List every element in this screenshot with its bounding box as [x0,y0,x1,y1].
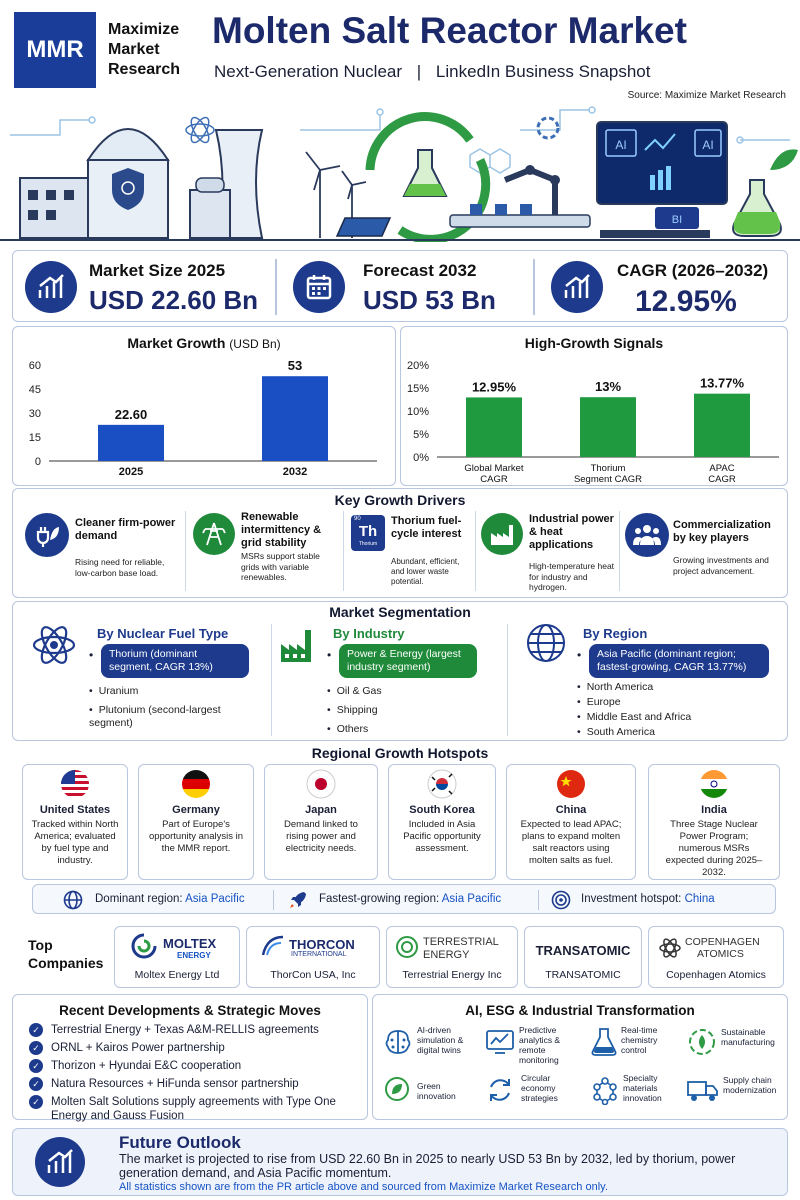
hotspot-summary [32,884,776,914]
hotspot-desc: Expected to lead APAC; plans to expand molten salt reactors using molten salts as fuel. [520,819,622,866]
ai-esg-item [591,1073,683,1117]
development-item [29,1059,361,1073]
x-tick-label: CAGR [480,474,508,485]
ai-esg-label: Sustainable manufacturing [721,1027,775,1047]
check-icon: ✓ [29,1059,43,1073]
development-text: Thorizon + Hyundai E&C cooperation [51,1060,242,1072]
y-tick-label: 60 [28,360,41,372]
page-subtitle [214,62,650,82]
segment-item: • Middle East and Africa [577,711,691,724]
bar-value-label: 53 [287,358,303,374]
kpi-forecast [281,251,539,323]
developments-title: Recent Developments & Strategic Moves [59,1003,321,1018]
driver-title: Thorium fuel-cycle interest [391,515,462,540]
screen-label-bi: BI [671,214,683,226]
company-card [524,926,642,988]
companies-title [28,936,103,972]
companies-title-line: Top [28,937,53,953]
summary-label: Fastest-growing region: [319,893,440,905]
ai-esg-item [591,1023,683,1067]
company-logo-text: COPENHAGEN [685,936,760,948]
ai-esg-label: Predictive analytics & remote monitoring [519,1025,561,1065]
company-logo-text: TRANSATOMIC [535,943,631,958]
divider [271,624,272,736]
people-icon [625,513,669,557]
flask-icon [591,1027,617,1057]
company-logo-sub: INTERNATIONAL [291,951,347,958]
company-name: Copenhagen Atomics [666,969,766,981]
driver-desc: High-temperature heat for industry and hydrogen. [529,561,615,593]
kpi-label: Forecast 2032 [363,261,477,280]
check-icon: ✓ [29,1023,43,1037]
ai-esg-title: AI, ESG & Industrial Transformation [465,1003,695,1018]
kpi-value: 12.95% [635,285,737,318]
subtitle-sep: | [416,62,422,81]
segment-item: • Others [327,723,368,736]
monitor-chart-icon [485,1027,515,1057]
subtitle-left: Next-Generation Nuclear [214,62,403,81]
hotspot-country: United States [39,804,111,816]
developments-panel [12,994,368,1120]
drivers-title: Key Growth Drivers [334,492,466,508]
globe-icon [63,890,83,910]
outlook-title: Future Outlook [119,1133,241,1152]
company-logo-text: MOLTEX [163,936,217,951]
y-tick-label: 5% [413,429,429,441]
element-number: 90 [354,516,361,522]
ai-esg-item [383,1023,483,1067]
ai-esg-panel [372,994,788,1120]
development-text: Molten Salt Solutions supply agreements with Type One Energy and Gauss Fusion [51,1096,336,1122]
rocket-icon [288,890,308,910]
logo-line: Maximize [108,21,180,38]
segment-group-title: By Region [583,626,648,641]
ai-esg-label: Circular economy strategies [521,1073,558,1103]
summary-value: Asia Pacific [185,893,245,905]
hotspot-country: China [555,804,587,816]
solar-panel-icon [337,218,390,236]
divider [533,259,535,315]
ai-esg-label: Real-time chemistry control [621,1025,658,1055]
ai-esg-item [687,1023,787,1067]
logo-mark: MMR [26,36,84,63]
hotspot-card [22,764,128,880]
logo-line: Research [108,61,181,78]
market-growth-panel [12,326,396,486]
moltex-logo-icon [131,933,157,959]
segment-item: • Europe [577,696,621,709]
header-illustration [0,100,800,242]
hotspot-card [138,764,254,880]
driver-desc: Growing investments and project advancement. [673,555,769,576]
kpi-strip [12,250,788,322]
summary-item [319,893,501,905]
china-flag-icon [556,769,586,799]
circular-arrows-icon [485,1075,515,1105]
bullet: • [327,648,332,662]
segmentation-title: Market Segmentation [329,604,471,620]
chart-title [13,335,395,351]
companies-title-line: Companies [28,955,104,971]
summary-value: China [684,893,715,905]
company-logo-sub: ATOMICS [697,948,744,960]
germany-flag-icon [181,769,211,799]
driver-item [189,511,339,595]
hotspot-card [506,764,636,880]
development-text: ORNL + Kairos Power partnership [51,1042,225,1054]
ai-esg-item [383,1073,483,1117]
segment-item: • Plutonium (second-largest segment) [89,704,253,730]
bar [98,425,164,461]
development-item [29,1041,361,1055]
leaf-icon [385,1077,409,1101]
power-tower-icon [193,513,235,555]
hotspot-country: India [701,804,727,816]
bar-value-label: 12.95% [471,379,517,395]
chart-title: High-Growth Signals [524,335,664,351]
thorium-element-icon [351,515,385,551]
kpi-cagr [539,251,789,323]
india-flag-icon [699,769,729,799]
ai-esg-item [687,1073,787,1117]
subtitle-right: LinkedIn Business Snapshot [435,62,651,81]
x-tick-label: APAC [709,463,735,474]
summary-item [581,893,715,905]
kpi-label: Market Size 2025 [89,261,226,280]
company-card [114,926,240,988]
thorcon-logo-icon [261,935,285,957]
bar-value-label: 13% [594,379,622,395]
divider [185,511,186,591]
development-item [29,1095,361,1123]
segment-item: • Oil & Gas [327,685,382,698]
recycle-gear-icon [687,1027,717,1057]
chart-title-unit: (USD Bn) [229,337,281,351]
chart-up-icon [25,261,77,313]
segment-highlight: Asia Pacific (dominant region; fastest-growing, CAGR 13.77%) [589,644,769,678]
y-tick-label: 10% [406,406,429,418]
bar [262,376,328,461]
divider [273,890,274,910]
summary-label: Dominant region: [95,893,183,905]
molecule-icon [591,1075,619,1105]
divider [538,890,539,910]
hotspot-desc: Demand linked to rising power and electricity needs. [284,819,358,854]
x-tick-label: 2025 [118,466,144,478]
gear-icon [538,118,558,138]
company-card [648,926,784,988]
high-growth-chart [401,353,789,485]
drivers-panel [12,488,788,598]
segment-item: • South America [577,726,655,739]
driver-item [21,511,181,595]
ai-esg-label: Specialty materials innovation [623,1073,662,1103]
logo-line: Market [108,41,160,58]
development-item [29,1023,361,1037]
divider [507,624,508,736]
company-logo-text: TERRESTRIAL [423,936,499,948]
check-icon: ✓ [29,1095,43,1109]
development-text: Natura Resources + HiFunda sensor partnership [51,1078,299,1090]
outlook-note: All statistics shown are from the PR article above and sourced from Maximize Market Research only. [119,1181,608,1193]
driver-item [621,511,787,595]
header [0,0,800,245]
bar [580,397,636,457]
y-tick-label: 30 [28,408,41,420]
bar [466,397,522,457]
hotspot-country: South Korea [409,804,475,816]
screen-label-ai: AI [702,138,714,152]
hotspot-desc: Three Stage Nuclear Power Program; numerous MSRs expected during 2025–2032. [665,819,763,878]
segment-group-title: By Nuclear Fuel Type [97,626,229,641]
y-tick-label: 20% [406,360,429,372]
driver-item [479,511,617,595]
market-growth-chart [13,353,397,485]
globe-icon [525,622,567,664]
us-flag-icon [60,769,90,799]
driver-desc: MSRs support stable grids with variable renewables. [241,551,320,583]
company-logo-text: THORCON [289,937,355,952]
driver-title: Commercialization by key players [673,519,771,544]
truck-icon [687,1079,719,1103]
development-item [29,1077,361,1091]
brain-icon [383,1027,413,1057]
chart-up-icon [551,261,603,313]
check-icon: ✓ [29,1077,43,1091]
copenhagen-logo-icon [659,937,681,959]
mmr-logo [14,12,96,88]
y-tick-label: 15% [406,383,429,395]
japan-flag-icon [306,769,336,799]
developments-list [29,1023,361,1123]
segment-group-fuel [21,622,269,740]
chart-up-icon [35,1137,85,1187]
bar-value-label: 13.77% [699,375,745,391]
x-tick-label: Segment CAGR [573,474,643,485]
korea-flag-icon [427,769,457,799]
bullet: • [89,648,94,662]
ai-esg-item [485,1023,585,1067]
segment-item: • Uranium [89,685,138,698]
driver-desc: Rising need for reliable, low-carbon base load. [75,557,165,578]
x-tick-label: Thorium [590,463,626,474]
x-tick-label: 2032 [282,466,308,478]
target-icon [551,890,571,910]
hotspot-desc: Tracked within North America; evaluated by fuel type and industry. [31,819,119,866]
divider [619,511,620,591]
calendar-icon [293,261,345,313]
terrestrial-logo-icon [395,935,419,959]
driver-title: Industrial power & heat applications [529,513,614,551]
hotspot-country: Japan [305,804,337,816]
bar-value-label: 22.60 [114,406,148,422]
company-name: TRANSATOMIC [545,969,621,981]
bar [694,394,750,457]
segment-item: • Shipping [327,704,378,717]
hotspot-country: Germany [172,804,220,816]
driver-title: Renewable intermittency & grid stability [241,511,322,549]
company-logo-sub: ENERGY [177,951,211,960]
segment-group-industry [275,622,505,740]
company-name: ThorCon USA, Inc [270,969,356,981]
summary-value: Asia Pacific [441,893,502,905]
outlook-panel [12,1128,788,1196]
element-symbol: Th [358,523,378,540]
segment-item: • North America [577,681,653,694]
company-name: Terrestrial Energy Inc [402,969,502,981]
atom-decor-icon [186,115,214,145]
factory-icon [481,513,523,555]
x-tick-label: Global Market [464,463,524,474]
atom-icon [31,622,77,668]
hotspots-title: Regional Growth Hotspots [311,745,489,761]
hotspot-desc: Included in Asia Pacific opportunity assessment. [403,819,481,854]
segment-group-title: By Industry [333,626,405,641]
check-icon: ✓ [29,1041,43,1055]
driver-item [347,511,473,595]
logo-text [108,20,180,80]
summary-label: Investment hotspot: [581,893,682,905]
y-tick-label: 0 [34,456,41,468]
segment-group-region [511,622,787,740]
element-name: Thorium [358,541,378,547]
ai-esg-label: Supply chain modernization [723,1075,777,1095]
company-card [246,926,380,988]
kpi-value: USD 53 Bn [363,285,496,315]
summary-item [95,893,245,905]
driver-title: Cleaner firm-power demand [75,517,176,542]
hotspot-card [264,764,378,880]
segment-highlight: Thorium (dominant segment, CAGR 13%) [101,644,249,678]
plug-leaf-icon [25,513,69,557]
ai-esg-label: AI-driven simulation & digital twins [417,1025,464,1055]
segmentation-panel [12,601,788,741]
segment-highlight: Power & Energy (largest industry segment) [339,644,477,678]
development-text: Terrestrial Energy + Texas A&M-RELLIS agreements [51,1024,319,1036]
hotspot-desc: Part of Europe's opportunity analysis in the MMR report. [149,819,243,854]
high-growth-panel [400,326,788,486]
source-note: Source: Maximize Market Research [627,90,786,101]
kpi-market-size [13,251,275,323]
x-tick-label: CAGR [708,474,736,485]
divider [475,511,476,591]
factory-icon [279,628,319,664]
divider [275,259,277,315]
driver-desc: Abundant, efficient, and lower waste potential. [391,557,460,586]
screen-label-ai: AI [615,138,627,152]
divider [343,511,344,591]
ai-esg-item [485,1073,585,1117]
company-logo-sub: ENERGY [423,949,470,961]
company-card [386,926,518,988]
page-title: Molten Salt Reactor Market [212,10,687,51]
chart-title-text: Market Growth [127,335,226,351]
ai-esg-label: Green innovation [417,1081,456,1101]
kpi-label: CAGR (2026–2032) [617,261,769,280]
bullet: • [577,648,582,662]
outlook-text: The market is projected to rise from USD 22.60 Bn in 2025 to nearly USD 53 Bn by 2032, led by thorium, power generation demand, and Asia Pacific momentum. [119,1152,736,1180]
y-tick-label: 45 [28,384,41,396]
hotspot-card [388,764,496,880]
company-name: Moltex Energy Ltd [134,969,220,981]
y-tick-label: 0% [413,452,429,464]
y-tick-label: 15 [28,432,41,444]
hotspot-card [648,764,780,880]
kpi-value: USD 22.60 Bn [89,285,259,315]
